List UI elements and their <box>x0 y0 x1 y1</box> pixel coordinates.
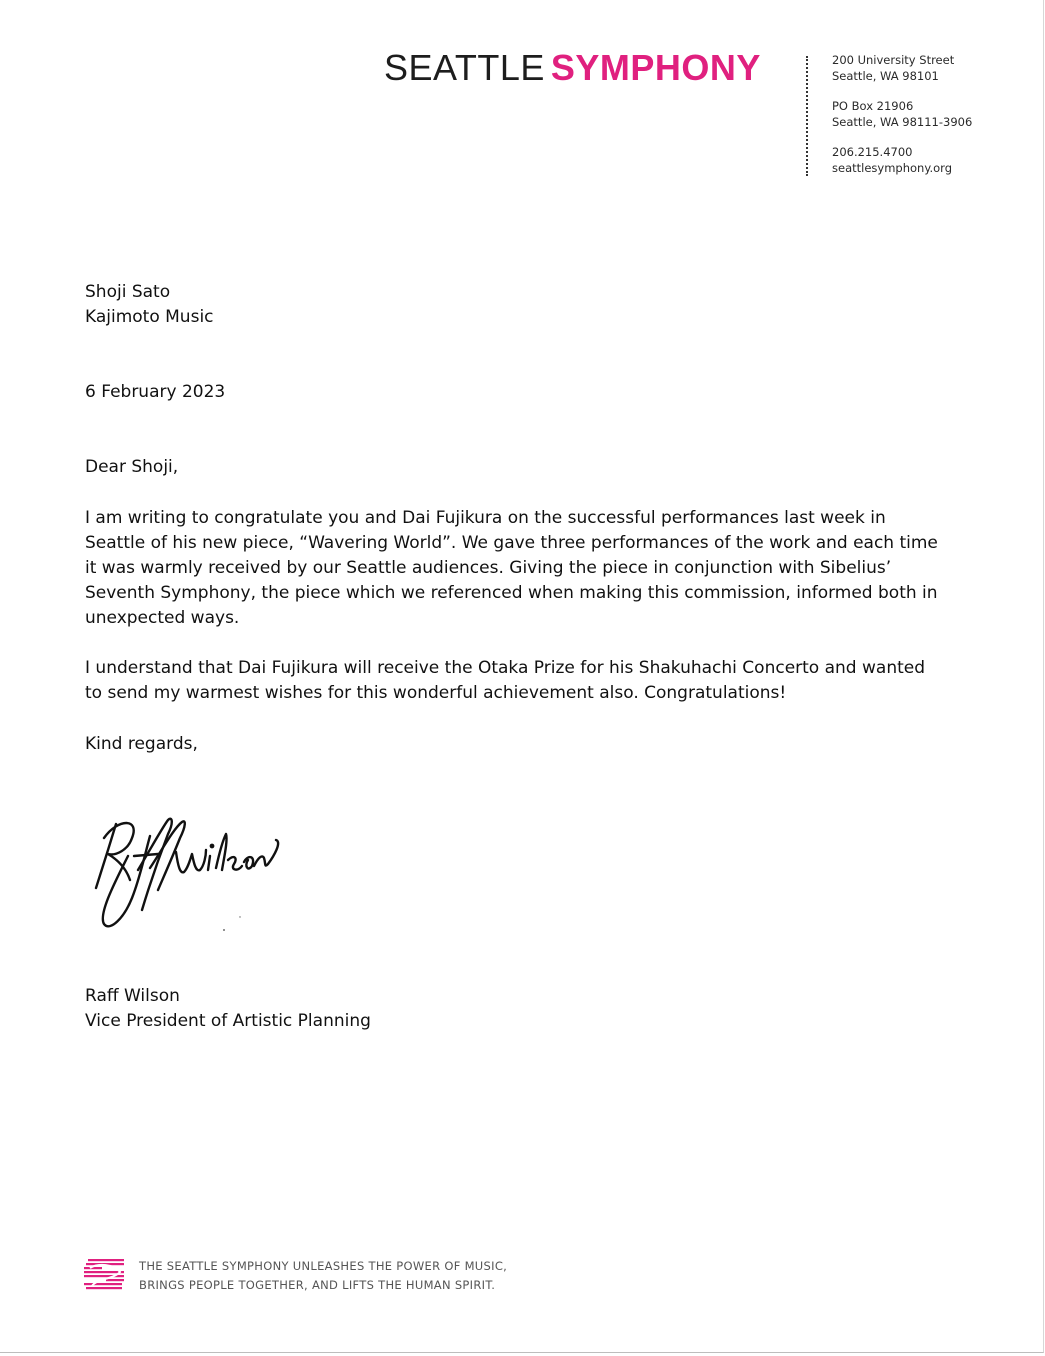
po-city-line: Seattle, WA 98111-3906 <box>832 114 973 129</box>
letter-date <box>85 380 225 405</box>
body-paragraph-2 <box>85 656 945 706</box>
paragraph-2-text: I understand that Dai Fujikura will receive the Otaka Prize for his Shakuhachi Concerto and wanted to send my warmest wishes for this wonderful achievement also. Congratulations! <box>85 658 926 703</box>
symphony-emblem-icon <box>84 1259 126 1293</box>
closing-text: Kind regards, <box>85 734 198 754</box>
tagline-line-2: BRINGS PEOPLE TOGETHER, AND LIFTS THE HUMAN SPIRIT. <box>139 1278 496 1292</box>
paragraph-1-text: I am writing to congratulate you and Dai Fujikura on the successful performances last week in Seattle of his new piece, “Wavering World”. We gave three performances of the work and each time it was warmly received by our Seattle audiences. Giving the piece in conjunction with Sibelius’ Seventh Symphony, the piece which we referenced when making this commission, informed both in unexpected ways. <box>85 508 938 628</box>
city-line: Seattle, WA 98101 <box>832 68 939 83</box>
signer-block <box>85 984 371 1034</box>
signer-name: Raff Wilson <box>85 986 180 1006</box>
letterhead-address <box>832 53 973 191</box>
street-line: 200 University Street <box>832 53 955 67</box>
recipient-name: Shoji Sato <box>85 282 171 302</box>
closing <box>85 732 198 757</box>
letterhead-divider <box>806 56 808 176</box>
po-box-address <box>832 99 973 130</box>
tagline-line-1: THE SEATTLE SYMPHONY UNLEASHES THE POWER OF MUSIC, <box>139 1259 508 1273</box>
body-paragraph-1 <box>85 506 945 631</box>
seattle-symphony-logo <box>384 48 761 88</box>
contact-info <box>832 145 953 176</box>
street-address <box>832 53 953 84</box>
salutation-text: Dear Shoji, <box>85 457 179 477</box>
logo-word-seattle: SEATTLE <box>384 47 545 88</box>
phone-number: 206.215.4700 <box>832 145 913 159</box>
salutation <box>85 455 178 480</box>
recipient-block <box>85 280 214 330</box>
date-text: 6 February 2023 <box>85 382 226 402</box>
handwritten-signature <box>88 810 288 940</box>
logo-word-symphony: SYMPHONY <box>550 47 761 88</box>
footer-tagline <box>139 1257 507 1295</box>
recipient-organization: Kajimoto Music <box>85 307 214 327</box>
signer-title: Vice President of Artistic Planning <box>85 1011 371 1031</box>
po-box-line: PO Box 21906 <box>832 99 914 113</box>
website-link: seattlesymphony.org <box>832 160 952 175</box>
